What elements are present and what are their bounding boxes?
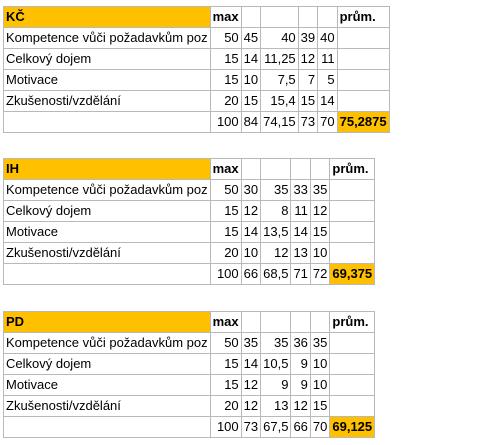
empty-cell[interactable] (298, 7, 317, 28)
criterion-label[interactable]: Motivace (4, 70, 211, 91)
criterion-label[interactable]: Zkušenosti/vzdělání (4, 396, 211, 417)
empty-cell[interactable] (4, 264, 211, 285)
score-cell[interactable]: 35 (261, 180, 291, 201)
total-row (4, 112, 390, 133)
empty-cell[interactable] (261, 7, 299, 28)
score-cell[interactable]: 15 (310, 396, 329, 417)
total-cell[interactable]: 71 (291, 264, 310, 285)
score-cell[interactable]: 39 (298, 28, 317, 49)
score-cell[interactable]: 15 (241, 91, 260, 112)
score-cell[interactable]: 14 (241, 222, 260, 243)
total-cell[interactable]: 68,5 (261, 264, 291, 285)
score-cell[interactable]: 12 (241, 201, 260, 222)
score-cell[interactable]: 10 (241, 243, 260, 264)
total-cell[interactable]: 70 (310, 417, 329, 438)
average-header[interactable]: prům. (330, 159, 375, 180)
empty-cell[interactable] (310, 159, 329, 180)
empty-cell[interactable] (337, 70, 389, 91)
score-cell[interactable]: 10 (310, 243, 329, 264)
score-table-ih (3, 158, 375, 285)
block-pd (3, 311, 375, 438)
empty-cell[interactable] (241, 159, 260, 180)
header-row (4, 159, 375, 180)
criterion-label[interactable]: Zkušenosti/vzdělání (4, 91, 211, 112)
empty-cell[interactable] (241, 312, 260, 333)
empty-cell[interactable] (330, 354, 375, 375)
total-cell[interactable]: 67,5 (261, 417, 291, 438)
empty-cell[interactable] (337, 49, 389, 70)
max-cell[interactable]: 15 (210, 222, 241, 243)
score-cell[interactable]: 7,5 (261, 70, 299, 91)
empty-cell[interactable] (241, 7, 260, 28)
header-row (4, 312, 375, 333)
score-cell[interactable]: 35 (310, 333, 329, 354)
average-result[interactable]: 75,2875 (337, 112, 389, 133)
score-cell[interactable]: 13 (261, 396, 291, 417)
table-row (4, 201, 375, 222)
empty-cell[interactable] (318, 7, 337, 28)
total-cell[interactable]: 66 (291, 417, 310, 438)
criterion-label[interactable]: Kompetence vůči požadavkům poz (4, 333, 211, 354)
average-result[interactable]: 69,125 (330, 417, 375, 438)
block-kc (3, 6, 390, 133)
empty-cell[interactable] (330, 375, 375, 396)
block-title[interactable]: PD (4, 312, 211, 333)
block-ih (3, 158, 375, 285)
score-cell[interactable]: 14 (241, 49, 260, 70)
max-cell[interactable]: 50 (210, 28, 241, 49)
table-row (4, 354, 375, 375)
average-result[interactable]: 69,375 (330, 264, 375, 285)
score-cell[interactable]: 14 (291, 222, 310, 243)
total-cell[interactable]: 73 (298, 112, 317, 133)
score-cell[interactable]: 33 (291, 180, 310, 201)
table-row (4, 243, 375, 264)
score-cell[interactable]: 13,5 (261, 222, 291, 243)
score-cell[interactable]: 10 (241, 70, 260, 91)
score-cell[interactable]: 10 (310, 354, 329, 375)
table-row (4, 49, 390, 70)
score-cell[interactable]: 15 (310, 222, 329, 243)
total-cell[interactable]: 100 (210, 264, 241, 285)
criterion-label[interactable]: Celkový dojem (4, 354, 211, 375)
score-cell[interactable]: 12 (298, 49, 317, 70)
empty-cell[interactable] (291, 312, 310, 333)
total-row (4, 264, 375, 285)
max-cell[interactable]: 50 (210, 333, 241, 354)
max-header[interactable]: max (210, 312, 241, 333)
max-header[interactable]: max (210, 7, 241, 28)
score-cell[interactable]: 15 (298, 91, 317, 112)
empty-cell[interactable] (337, 28, 389, 49)
empty-cell[interactable] (261, 159, 291, 180)
criterion-label[interactable]: Kompetence vůči požadavkům poz (4, 28, 211, 49)
max-cell[interactable]: 15 (210, 354, 241, 375)
score-cell[interactable]: 12 (241, 396, 260, 417)
total-row (4, 417, 375, 438)
empty-cell[interactable] (330, 333, 375, 354)
score-cell[interactable]: 12 (241, 375, 260, 396)
empty-cell[interactable] (4, 112, 211, 133)
empty-cell[interactable] (330, 180, 375, 201)
max-cell[interactable]: 20 (210, 243, 241, 264)
max-header[interactable]: max (210, 159, 241, 180)
average-header[interactable]: prům. (337, 7, 389, 28)
table-row (4, 70, 390, 91)
score-cell[interactable]: 14 (318, 91, 337, 112)
block-title[interactable]: KČ (4, 7, 211, 28)
max-cell[interactable]: 20 (210, 91, 241, 112)
table-row (4, 91, 390, 112)
score-cell[interactable]: 9 (291, 354, 310, 375)
total-cell[interactable]: 74,15 (261, 112, 299, 133)
empty-cell[interactable] (330, 222, 375, 243)
total-cell[interactable]: 73 (241, 417, 260, 438)
criterion-label[interactable]: Zkušenosti/vzdělání (4, 243, 211, 264)
table-row (4, 180, 375, 201)
score-cell[interactable]: 12 (291, 396, 310, 417)
table-row (4, 28, 390, 49)
empty-cell[interactable] (337, 91, 389, 112)
max-cell[interactable]: 50 (210, 180, 241, 201)
criterion-label[interactable]: Kompetence vůči požadavkům poz (4, 180, 211, 201)
max-cell[interactable]: 15 (210, 49, 241, 70)
score-cell[interactable]: 7 (298, 70, 317, 91)
score-table-kc (3, 6, 390, 133)
max-cell[interactable]: 20 (210, 396, 241, 417)
block-title[interactable]: IH (4, 159, 211, 180)
total-cell[interactable]: 72 (310, 264, 329, 285)
header-row (4, 7, 390, 28)
score-cell[interactable]: 9 (291, 375, 310, 396)
total-cell[interactable]: 100 (210, 417, 241, 438)
score-table-pd (3, 311, 375, 438)
criterion-label[interactable]: Celkový dojem (4, 49, 211, 70)
criterion-label[interactable]: Celkový dojem (4, 201, 211, 222)
total-cell[interactable]: 70 (318, 112, 337, 133)
total-cell[interactable]: 100 (210, 112, 241, 133)
max-cell[interactable]: 15 (210, 201, 241, 222)
score-cell[interactable]: 5 (318, 70, 337, 91)
score-cell[interactable]: 15,4 (261, 91, 299, 112)
table-row (4, 333, 375, 354)
score-cell[interactable]: 8 (261, 201, 291, 222)
max-cell[interactable]: 15 (210, 70, 241, 91)
score-cell[interactable]: 35 (261, 333, 291, 354)
table-row (4, 375, 375, 396)
empty-cell[interactable] (261, 312, 291, 333)
criterion-label[interactable]: Motivace (4, 375, 211, 396)
score-cell[interactable]: 30 (241, 180, 260, 201)
table-row (4, 396, 375, 417)
criterion-label[interactable]: Motivace (4, 222, 211, 243)
score-cell[interactable]: 9 (261, 375, 291, 396)
score-cell[interactable]: 12 (261, 243, 291, 264)
empty-cell[interactable] (330, 243, 375, 264)
score-cell[interactable]: 11 (318, 49, 337, 70)
average-header[interactable]: prům. (330, 312, 375, 333)
score-cell[interactable]: 40 (318, 28, 337, 49)
score-cell[interactable]: 11,25 (261, 49, 299, 70)
total-cell[interactable]: 84 (241, 112, 260, 133)
total-cell[interactable]: 66 (241, 264, 260, 285)
max-cell[interactable]: 15 (210, 375, 241, 396)
empty-cell[interactable] (4, 417, 211, 438)
score-cell[interactable]: 10 (310, 375, 329, 396)
score-cell[interactable]: 45 (241, 28, 260, 49)
score-cell[interactable]: 12 (310, 201, 329, 222)
score-cell[interactable]: 14 (241, 354, 260, 375)
empty-cell[interactable] (291, 159, 310, 180)
score-cell[interactable]: 10,5 (261, 354, 291, 375)
score-cell[interactable]: 35 (241, 333, 260, 354)
empty-cell[interactable] (310, 312, 329, 333)
empty-cell[interactable] (330, 396, 375, 417)
score-cell[interactable]: 13 (291, 243, 310, 264)
score-cell[interactable]: 36 (291, 333, 310, 354)
score-cell[interactable]: 11 (291, 201, 310, 222)
table-row (4, 222, 375, 243)
score-cell[interactable]: 35 (310, 180, 329, 201)
empty-cell[interactable] (330, 201, 375, 222)
score-cell[interactable]: 40 (261, 28, 299, 49)
